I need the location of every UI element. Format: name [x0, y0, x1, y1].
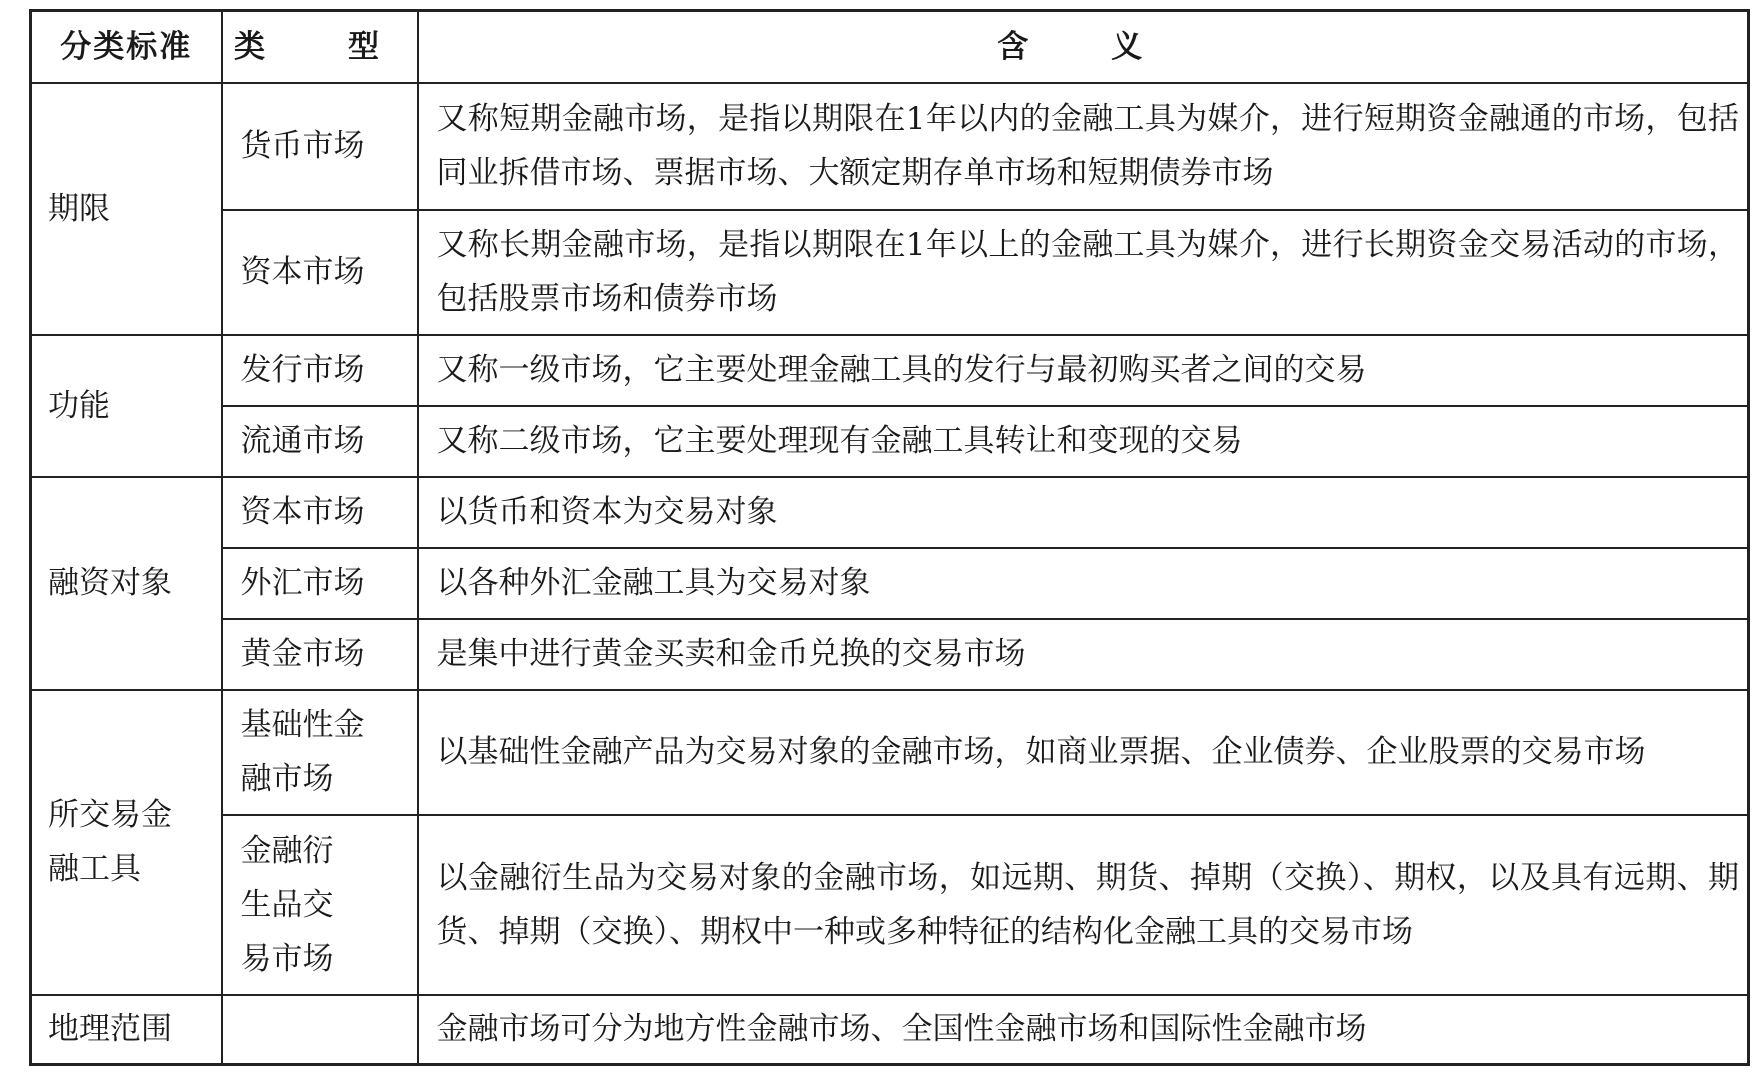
- market-classification-table: [29, 9, 1750, 1066]
- type-cell: 发行市场: [222, 335, 418, 406]
- type-cell: [222, 690, 418, 815]
- meaning-cell: 又称一级市场，它主要处理金融工具的发行与最初购买者之间的交易: [418, 335, 1749, 406]
- meaning-cell: 是集中进行黄金买卖和金币兑换的交易市场: [418, 619, 1749, 690]
- type-cell: [222, 995, 418, 1065]
- meaning-cell: 又称短期金融市场，是指以期限在1年以内的金融工具为媒介，进行短期资金融通的市场，包括同业拆借市场、票据市场、大额定期存单市场和短期债券市场: [418, 83, 1749, 210]
- criterion-cell: 融资对象: [31, 477, 222, 690]
- type-line: 生品交: [240, 886, 334, 923]
- criterion-line: 所交易金: [48, 797, 172, 833]
- meaning-cell: 以金融衍生品为交易对象的金融市场，如远期、期货、掉期（交换）、期权，以及具有远期、期货、掉期（交换）、期权中一种或多种特征的结构化金融工具的交易市场: [418, 815, 1749, 995]
- table-row: [31, 83, 1749, 210]
- meaning-cell: 又称二级市场，它主要处理现有金融工具转让和变现的交易: [418, 406, 1749, 477]
- table-row: [31, 995, 1749, 1065]
- type-cell: 黄金市场: [222, 619, 418, 690]
- header-type: 类 型: [222, 11, 418, 83]
- criterion-cell: 功能: [31, 335, 222, 477]
- header-row: [31, 11, 1749, 83]
- type-line: 易市场: [240, 940, 334, 977]
- type-cell: 货币市场: [222, 83, 418, 210]
- meaning-cell: 以各种外汇金融工具为交易对象: [418, 548, 1749, 619]
- type-cell: 资本市场: [222, 477, 418, 548]
- type-cell: 资本市场: [222, 210, 418, 335]
- header-meaning: 含 义: [418, 11, 1749, 83]
- criterion-cell: 期限: [31, 83, 222, 335]
- meaning-cell: 以基础性金融产品为交易对象的金融市场，如商业票据、企业债券、企业股票的交易市场: [418, 690, 1749, 815]
- meaning-cell: 又称长期金融市场，是指以期限在1年以上的金融工具为媒介，进行长期资金交易活动的市场，包括股票市场和债券市场: [418, 210, 1749, 335]
- table-row: [31, 548, 1749, 619]
- type-cell: 流通市场: [222, 406, 418, 477]
- criterion-cell: 地理范围: [31, 995, 222, 1065]
- table-row: [31, 619, 1749, 690]
- table-row: [31, 406, 1749, 477]
- header-criterion: 分类标准: [31, 11, 222, 83]
- criterion-line: 融工具: [48, 851, 141, 887]
- table-row: [31, 690, 1749, 815]
- type-line: 融市场: [240, 761, 334, 797]
- meaning-cell: 金融市场可分为地方性金融市场、全国性金融市场和国际性金融市场: [418, 995, 1749, 1065]
- table-row: [31, 815, 1749, 995]
- table-row: [31, 335, 1749, 406]
- table-row: [31, 477, 1749, 548]
- type-line: 金融衍: [240, 832, 334, 869]
- type-cell: 外汇市场: [222, 548, 418, 619]
- type-cell: [222, 815, 418, 995]
- type-line: 基础性金: [240, 707, 365, 743]
- table-row: [31, 210, 1749, 335]
- meaning-cell: 以货币和资本为交易对象: [418, 477, 1749, 548]
- criterion-cell: [31, 690, 222, 995]
